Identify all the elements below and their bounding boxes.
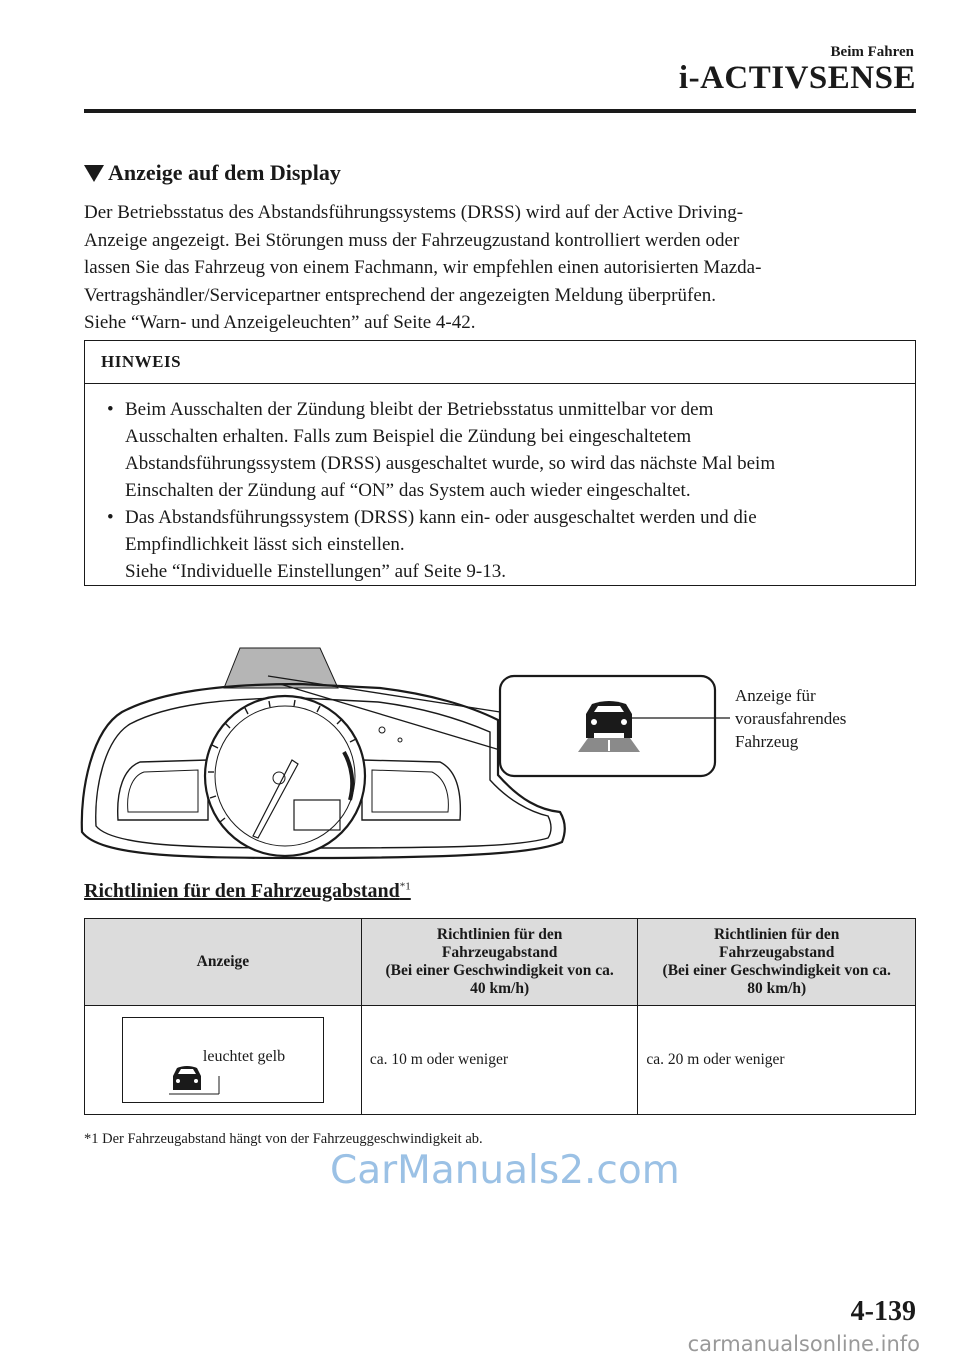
intro-line: lassen Sie das Fahrzeug von einem Fachmann, wir empfehlen einen autorisierten Mazda- xyxy=(84,257,762,278)
header-cell-40kmh xyxy=(361,919,638,1006)
callout-line: vorausfahrendes xyxy=(735,709,847,728)
callout-line: Fahrzeug xyxy=(735,732,799,751)
cell-distance-40: ca. 10 m oder weniger xyxy=(361,1006,638,1115)
header-line: (Bei einer Geschwindigkeit von ca. xyxy=(385,962,614,979)
note-line: Beim Ausschalten der Zündung bleibt der Betriebsstatus unmittelbar vor dem xyxy=(125,399,714,420)
note-line: Abstandsführungssystem (DRSS) ausgeschaltet wurde, so wird das nächste Mal beim xyxy=(125,453,776,474)
note-body xyxy=(85,384,915,585)
section-heading-text: Anzeige auf dem Display xyxy=(108,160,341,185)
header-line: 40 km/h) xyxy=(470,980,530,997)
footnote: *1 Der Fahrzeugabstand hängt von der Fahrzeuggeschwindigkeit ab. xyxy=(84,1131,483,1147)
note-box xyxy=(84,340,916,586)
active-driving-display-glass xyxy=(224,648,338,688)
intro-line: Anzeige angezeigt. Bei Störungen muss der Fahrzeugzustand kontrolliert werden oder xyxy=(84,229,740,251)
header-chapter-title: i-ACTIVSENSE xyxy=(678,60,916,96)
distance-guide-table xyxy=(84,918,916,1115)
display-icon-box xyxy=(122,1017,324,1103)
header-rule xyxy=(84,109,916,113)
intro-line: Siehe “Warn- und Anzeigeleuchten” auf Seite 4-42. xyxy=(84,312,476,333)
note-heading: HINWEIS xyxy=(85,341,915,384)
header-line: Fahrzeugabstand xyxy=(441,944,558,961)
intro-line: Der Betriebsstatus des Abstandsführungssystems (DRSS) wird auf der Active Driving- xyxy=(84,202,744,223)
intro-paragraph xyxy=(84,199,916,337)
note-line: Empfindlichkeit lässt sich einstellen. xyxy=(125,534,405,555)
header-cell-display xyxy=(85,919,362,1006)
table-header-row xyxy=(85,919,916,1006)
cell-distance-80: ca. 20 m oder weniger xyxy=(638,1006,916,1115)
header-cell-80kmh xyxy=(638,919,916,1006)
note-bullet xyxy=(103,504,915,585)
table-title xyxy=(84,880,411,903)
header-line: 80 km/h) xyxy=(747,980,807,997)
note-line: Ausschalten erhalten. Falls zum Beispiel die Zündung bei eingeschaltetem xyxy=(125,426,692,447)
cell-display xyxy=(85,1006,362,1115)
callout-line: Anzeige für xyxy=(735,686,816,705)
note-line: Einschalten der Zündung auf “ON” das System auch wieder eingeschaltet. xyxy=(125,480,691,501)
note-line: Siehe “Individuelle Einstellungen” auf Seite 9-13. xyxy=(125,561,506,582)
table-row xyxy=(85,1006,916,1115)
page-number: 4-139 xyxy=(850,1296,916,1327)
note-bullet xyxy=(103,396,915,504)
watermark: CarManuals2.com xyxy=(330,1148,680,1193)
callout-label xyxy=(735,684,846,753)
triangle-down-icon xyxy=(84,165,104,182)
footer-url: carmanualsonline.info xyxy=(687,1332,920,1356)
table-title-text: Richtlinien für den Fahrzeugabstand xyxy=(84,880,400,902)
icon-label: leuchtet gelb xyxy=(202,1048,286,1065)
table-title-footnote-ref: *1 xyxy=(399,880,411,893)
bullet-dot: • xyxy=(107,507,114,528)
header-section-title: Beim Fahren xyxy=(830,44,914,60)
vehicle-ahead-icon xyxy=(586,701,632,738)
header-line: (Bei einer Geschwindigkeit von ca. xyxy=(662,962,891,979)
intro-line: Vertragshändler/Servicepartner entsprechend der angezeigten Meldung überprüfen. xyxy=(84,284,717,306)
header-line: Richtlinien für den xyxy=(713,926,840,943)
header-line: Anzeige xyxy=(196,953,250,970)
bullet-dot: • xyxy=(107,399,114,420)
header-line: Fahrzeugabstand xyxy=(719,944,835,961)
header-line: Richtlinien für den xyxy=(436,926,563,943)
note-line: Das Abstandsführungssystem (DRSS) kann ein- oder ausgeschaltet werden und die xyxy=(125,507,757,528)
section-heading xyxy=(84,160,341,186)
